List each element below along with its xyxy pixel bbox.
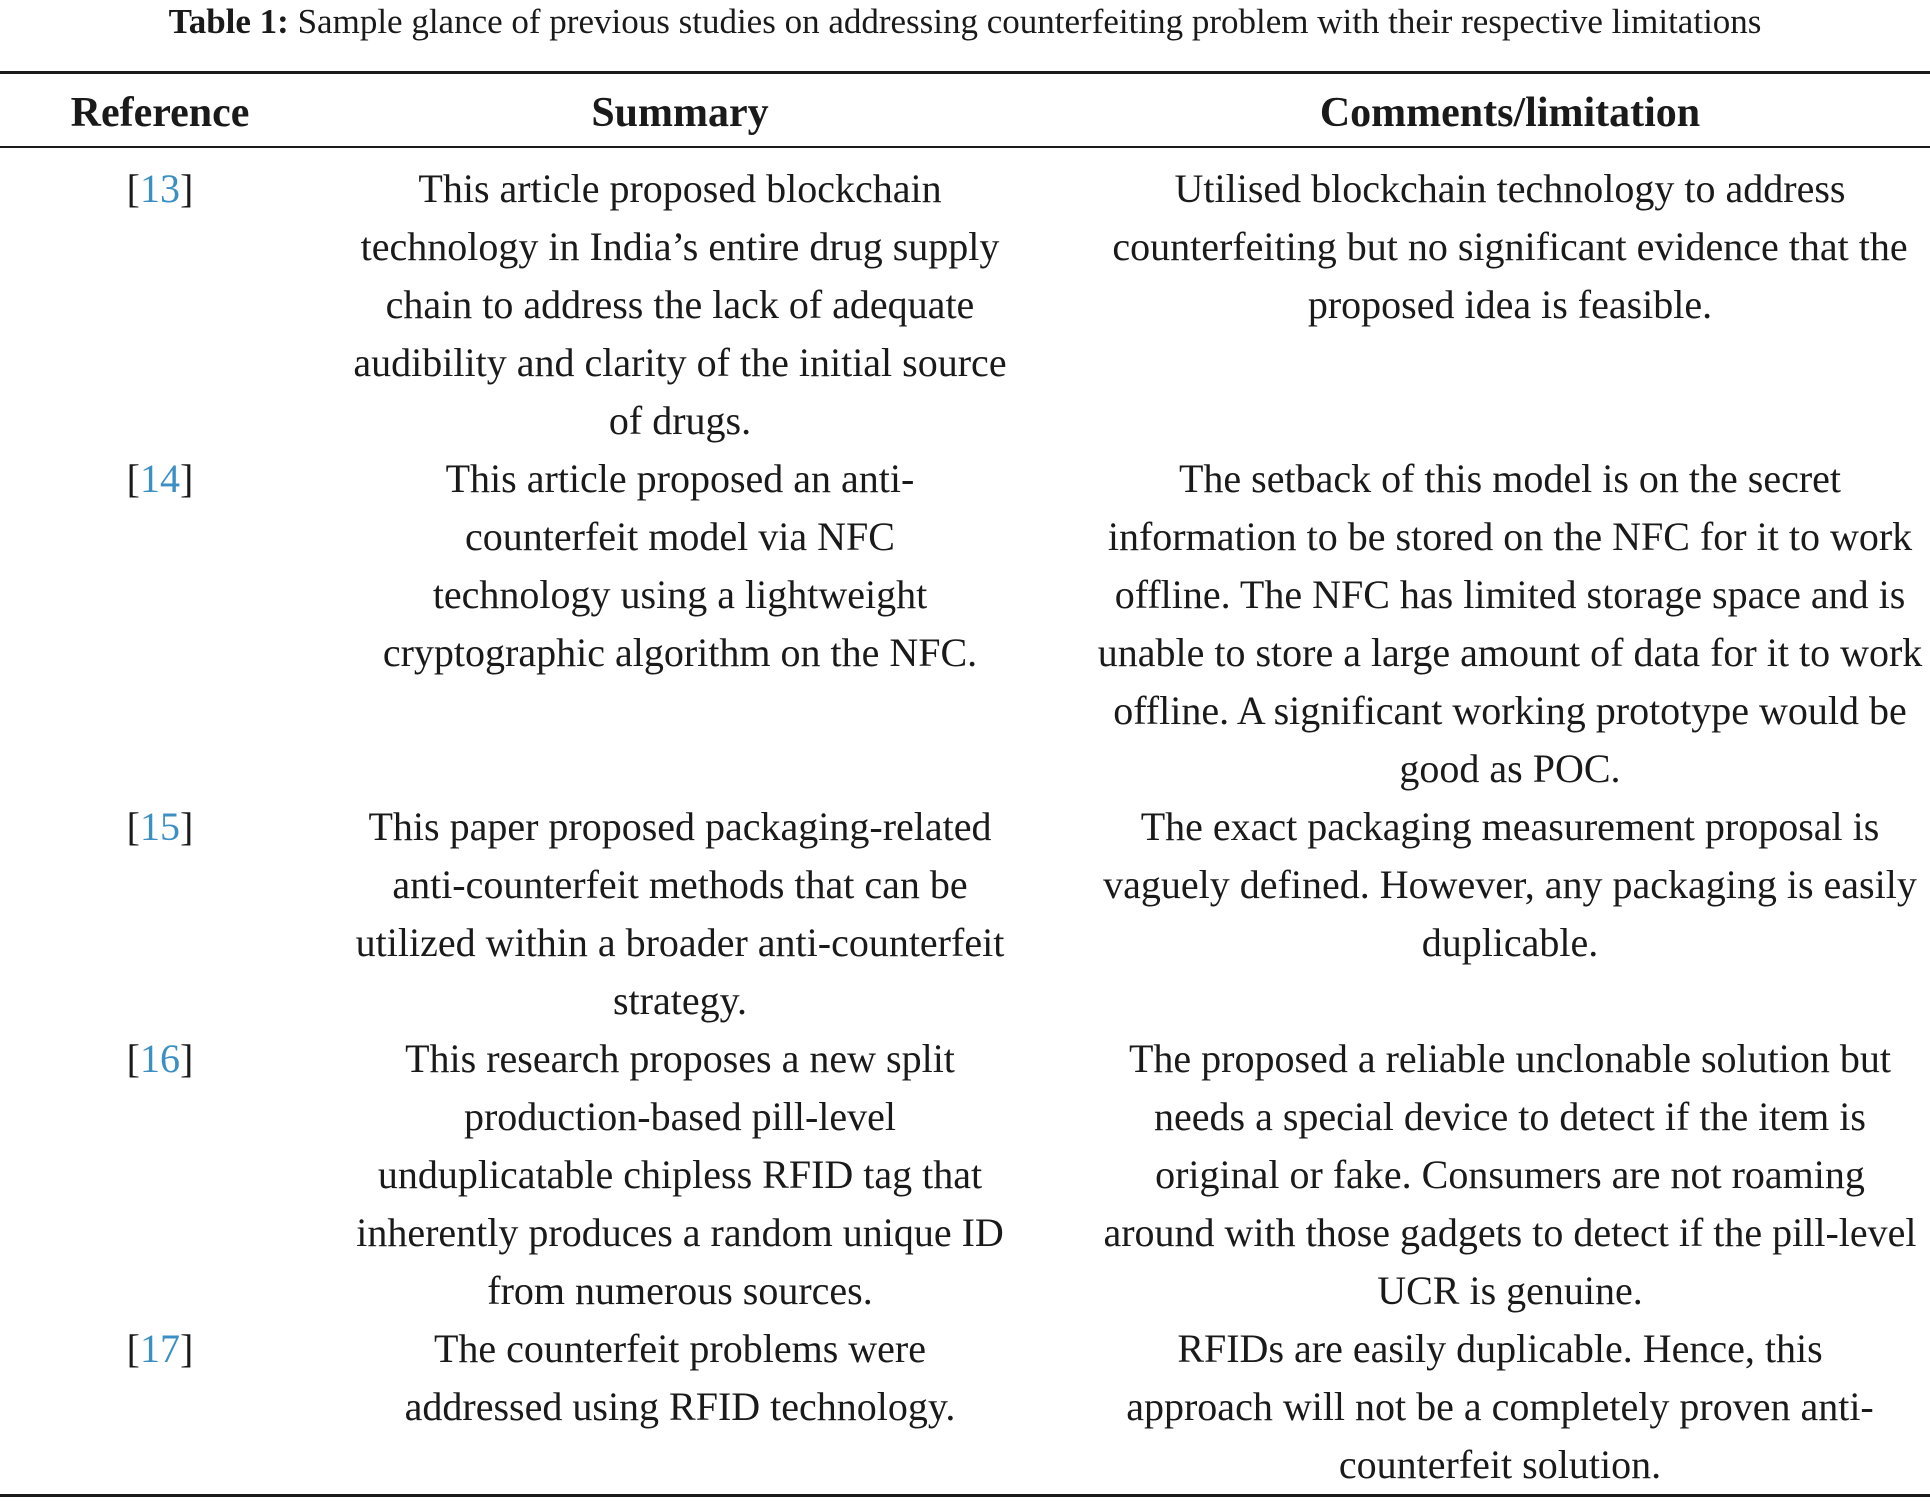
table-bottom-rule xyxy=(0,1494,1930,1497)
table-caption-label: Table 1: xyxy=(168,2,289,41)
comments-cell: Utilised blockchain technology to address counterfeiting but no significant evidence that the proposed idea is feasible. xyxy=(1112,166,1908,327)
comments-cell: The exact packaging measurement proposal is vaguely defined. However, any packaging is easily duplicable. xyxy=(1103,804,1917,965)
comments-cell: RFIDs are easily duplicable. Hence, this approach will not be a completely proven anti-counterfeit solution. xyxy=(1126,1326,1874,1487)
header-reference: Reference xyxy=(70,90,250,136)
reference-cell: [15] xyxy=(126,804,194,849)
summary-cell: The counterfeit problems were addressed using RFID technology. xyxy=(404,1326,956,1429)
reference-cell: [17] xyxy=(126,1326,194,1371)
comments-cell: The setback of this model is on the secret information to be stored on the NFC for it to work offline. The NFC has limited storage space and is unable to store a large amount of data for it to work offline. A significant working prototype would be good as POC. xyxy=(1097,456,1923,791)
reference-cell: [13] xyxy=(126,166,194,211)
summary-cell: This article proposed an anti-counterfeit model via NFC technology using a lightweight cryptographic algorithm on the NFC. xyxy=(382,456,978,675)
reference-link[interactable]: 17 xyxy=(140,1326,180,1371)
header-comments: Comments/limitation xyxy=(1319,90,1701,136)
reference-link[interactable]: 14 xyxy=(140,456,180,501)
reference-link[interactable]: 16 xyxy=(140,1036,180,1081)
comments-cell: The proposed a reliable unclonable solution but needs a special device to detect if the item is original or fake. Consumers are not roaming around with those gadgets to detect if the pill-level UCR is genuine. xyxy=(1103,1036,1917,1313)
table-caption-text: Sample glance of previous studies on addressing counterfeiting problem with their respective limitations xyxy=(288,2,1762,41)
table-header-rule xyxy=(0,146,1930,148)
table-top-rule xyxy=(0,71,1930,74)
reference-link[interactable]: 13 xyxy=(140,166,180,211)
summary-cell: This article proposed blockchain technology in India’s entire drug supply chain to address the lack of adequate audibility and clarity of the initial source of drugs. xyxy=(353,166,1007,443)
reference-cell: [16] xyxy=(126,1036,194,1081)
summary-cell: This paper proposed packaging-related anti-counterfeit methods that can be utilized within a broader anti-counterfeit strategy. xyxy=(355,804,1005,1023)
summary-cell: This research proposes a new split production-based pill-level unduplicatable chipless RFID tag that inherently produces a random unique ID from numerous sources. xyxy=(356,1036,1004,1313)
reference-link[interactable]: 15 xyxy=(140,804,180,849)
reference-cell: [14] xyxy=(126,456,194,501)
table-caption xyxy=(0,0,1930,44)
header-summary: Summary xyxy=(591,90,769,136)
